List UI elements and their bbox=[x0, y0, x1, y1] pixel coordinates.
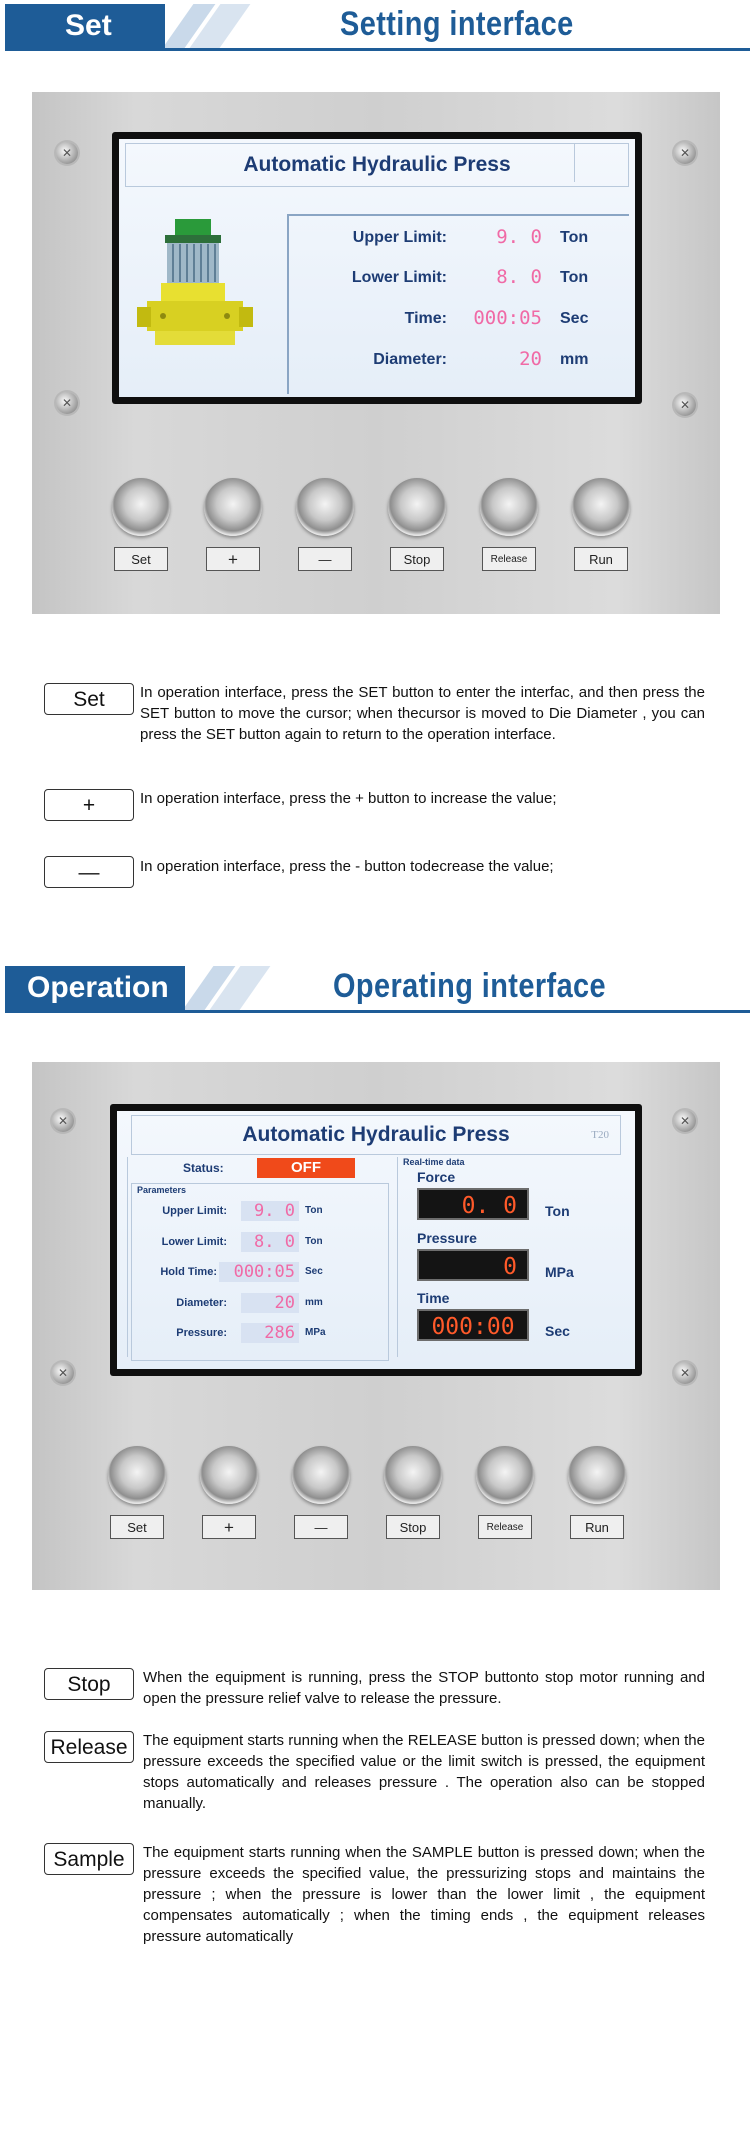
param-value: 9. 0 bbox=[241, 1201, 299, 1221]
release-button-label: Release bbox=[478, 1515, 532, 1539]
row-unit: mm bbox=[560, 351, 589, 368]
force-label: Force bbox=[417, 1169, 456, 1185]
status-badge: OFF bbox=[257, 1158, 355, 1178]
release-push-button[interactable] bbox=[476, 1446, 534, 1504]
screw-icon bbox=[56, 142, 78, 164]
operation-section-title: Operating interface bbox=[333, 967, 607, 1005]
param-value: 286 bbox=[241, 1323, 299, 1343]
param-label: Diameter: bbox=[176, 1297, 227, 1309]
param-value: 8. 0 bbox=[241, 1232, 299, 1252]
pressure-readout: 0 bbox=[417, 1249, 529, 1281]
parameters-label: Parameters bbox=[137, 1185, 187, 1195]
header-underline bbox=[5, 48, 750, 51]
row-upper-limit bbox=[297, 226, 617, 253]
lcd-display bbox=[117, 1111, 635, 1369]
set-button-label: Set bbox=[110, 1515, 164, 1539]
param-value: 000:05 bbox=[219, 1262, 299, 1282]
key-stop: Stop bbox=[44, 1668, 134, 1700]
set-push-button[interactable] bbox=[108, 1446, 166, 1504]
set-button-label: Set bbox=[114, 547, 168, 571]
key-plus: + bbox=[44, 789, 134, 821]
row-unit: Ton bbox=[560, 229, 589, 246]
screw-icon bbox=[52, 1110, 74, 1132]
time-label: Time bbox=[417, 1290, 450, 1306]
row-value: 8. 0 bbox=[496, 266, 542, 288]
corner-box bbox=[574, 144, 625, 182]
param-value: 20 bbox=[241, 1293, 299, 1313]
param-diameter bbox=[131, 1293, 387, 1317]
operation-section-header bbox=[0, 962, 750, 1014]
row-time bbox=[297, 307, 617, 334]
key-set: Set bbox=[44, 683, 134, 715]
row-unit: Sec bbox=[560, 310, 589, 327]
row-lower-limit bbox=[297, 266, 617, 293]
stop-push-button[interactable] bbox=[384, 1446, 442, 1504]
param-unit: MPa bbox=[305, 1327, 326, 1338]
set-push-button[interactable] bbox=[112, 478, 170, 536]
screw-icon bbox=[674, 1362, 696, 1384]
screw-icon bbox=[674, 394, 696, 416]
stop-button-label: Stop bbox=[386, 1515, 440, 1539]
key-minus: — bbox=[44, 856, 134, 888]
param-pressure bbox=[131, 1323, 387, 1347]
param-unit: Ton bbox=[305, 1236, 323, 1247]
param-upper-limit bbox=[131, 1201, 387, 1225]
run-button-label: Run bbox=[574, 547, 628, 571]
param-lower-limit bbox=[131, 1232, 387, 1256]
release-button-label: Release bbox=[482, 547, 536, 571]
row-value: 9. 0 bbox=[496, 226, 542, 248]
minus-button-label: — bbox=[294, 1515, 348, 1539]
time-unit: Sec bbox=[545, 1323, 570, 1339]
row-unit: Ton bbox=[560, 269, 589, 286]
param-label: Lower Limit: bbox=[161, 1236, 227, 1248]
param-unit: Ton bbox=[305, 1205, 323, 1216]
set-section-title: Setting interface bbox=[340, 5, 574, 43]
set-tab bbox=[5, 4, 165, 48]
run-push-button[interactable] bbox=[568, 1446, 626, 1504]
param-label: Pressure: bbox=[176, 1327, 227, 1339]
plus-push-button[interactable] bbox=[204, 478, 262, 536]
screen-corner-code: T20 bbox=[591, 1129, 609, 1141]
param-hold-time bbox=[131, 1262, 387, 1286]
header-underline bbox=[5, 1010, 750, 1013]
row-diameter bbox=[297, 348, 617, 375]
screw-icon bbox=[674, 142, 696, 164]
screw-icon bbox=[56, 392, 78, 414]
lcd-screen-operation bbox=[110, 1104, 642, 1376]
stop-push-button[interactable] bbox=[388, 478, 446, 536]
force-unit: Ton bbox=[545, 1203, 570, 1219]
row-label: Upper Limit: bbox=[352, 229, 447, 246]
hydraulic-valve-icon bbox=[133, 217, 258, 357]
time-readout: 000:00 bbox=[417, 1309, 529, 1341]
plus-button-label: + bbox=[206, 547, 260, 571]
operation-tab-label: Operation bbox=[27, 971, 169, 1004]
key-sample: Sample bbox=[44, 1843, 134, 1875]
control-panel-set bbox=[32, 92, 720, 614]
pressure-unit: MPa bbox=[545, 1264, 574, 1280]
plus-button-label: + bbox=[202, 1515, 256, 1539]
minus-push-button[interactable] bbox=[292, 1446, 350, 1504]
param-label: Hold Time: bbox=[160, 1266, 217, 1278]
pressure-label: Pressure bbox=[417, 1230, 477, 1246]
force-readout: 0. 0 bbox=[417, 1188, 529, 1220]
screw-icon bbox=[674, 1110, 696, 1132]
screen-title: Automatic Hydraulic Press bbox=[242, 1123, 510, 1146]
description-minus: In operation interface, press the - button todecrease the value; bbox=[140, 858, 554, 875]
description-stop: When the equipment is running, press the STOP buttonto stop motor running and open the pressure relief valve to release the pressure. bbox=[143, 1669, 705, 1707]
stop-button-label: Stop bbox=[390, 547, 444, 571]
status-label: Status: bbox=[183, 1161, 224, 1175]
release-push-button[interactable] bbox=[480, 478, 538, 536]
set-tab-label: Set bbox=[65, 9, 112, 42]
param-unit: mm bbox=[305, 1297, 323, 1308]
screw-icon bbox=[52, 1362, 74, 1384]
description-release: The equipment starts running when the RELEASE button is pressed down; when the pressure exceeds the specified value or the limit switch is pressed, the equipment stops automatically and releases pressure . The operation also can be stopped manually. bbox=[143, 1732, 705, 1812]
control-panel-operation bbox=[32, 1062, 720, 1590]
operation-tab bbox=[5, 966, 185, 1010]
lcd-screen-set bbox=[112, 132, 642, 404]
row-label: Lower Limit: bbox=[351, 269, 447, 286]
run-push-button[interactable] bbox=[572, 478, 630, 536]
run-button-label: Run bbox=[570, 1515, 624, 1539]
plus-push-button[interactable] bbox=[200, 1446, 258, 1504]
set-section-header bbox=[0, 0, 750, 52]
minus-push-button[interactable] bbox=[296, 478, 354, 536]
description-plus: In operation interface, press the + button to increase the value; bbox=[140, 790, 557, 807]
param-label: Upper Limit: bbox=[162, 1205, 227, 1217]
minus-button-label: — bbox=[298, 547, 352, 571]
description-sample: The equipment starts running when the SAMPLE button is pressed down; when the pressure exceeds the specified value, the pressurizing stops and maintains the pressure ; when the pressure is lower than the lower limit , the equipment compensates automatically ; when the timing ends , the equipment releases pressure automatically bbox=[143, 1844, 705, 1945]
realtime-label: Real-time data bbox=[403, 1157, 465, 1167]
description-set: In operation interface, press the SET button to enter the interfac, and then press the SET button to move the cursor; when thecursor is moved to Die Diameter , you can press the SET button again to return to the operation interface. bbox=[140, 684, 705, 743]
screen-title: Automatic Hydraulic Press bbox=[243, 153, 511, 176]
row-label: Time: bbox=[404, 310, 447, 327]
param-unit: Sec bbox=[305, 1266, 323, 1277]
row-label: Diameter: bbox=[373, 351, 447, 368]
row-value: 000:05 bbox=[473, 307, 542, 329]
lcd-display bbox=[119, 139, 635, 397]
key-release: Release bbox=[44, 1731, 134, 1763]
row-value: 20 bbox=[519, 348, 542, 370]
